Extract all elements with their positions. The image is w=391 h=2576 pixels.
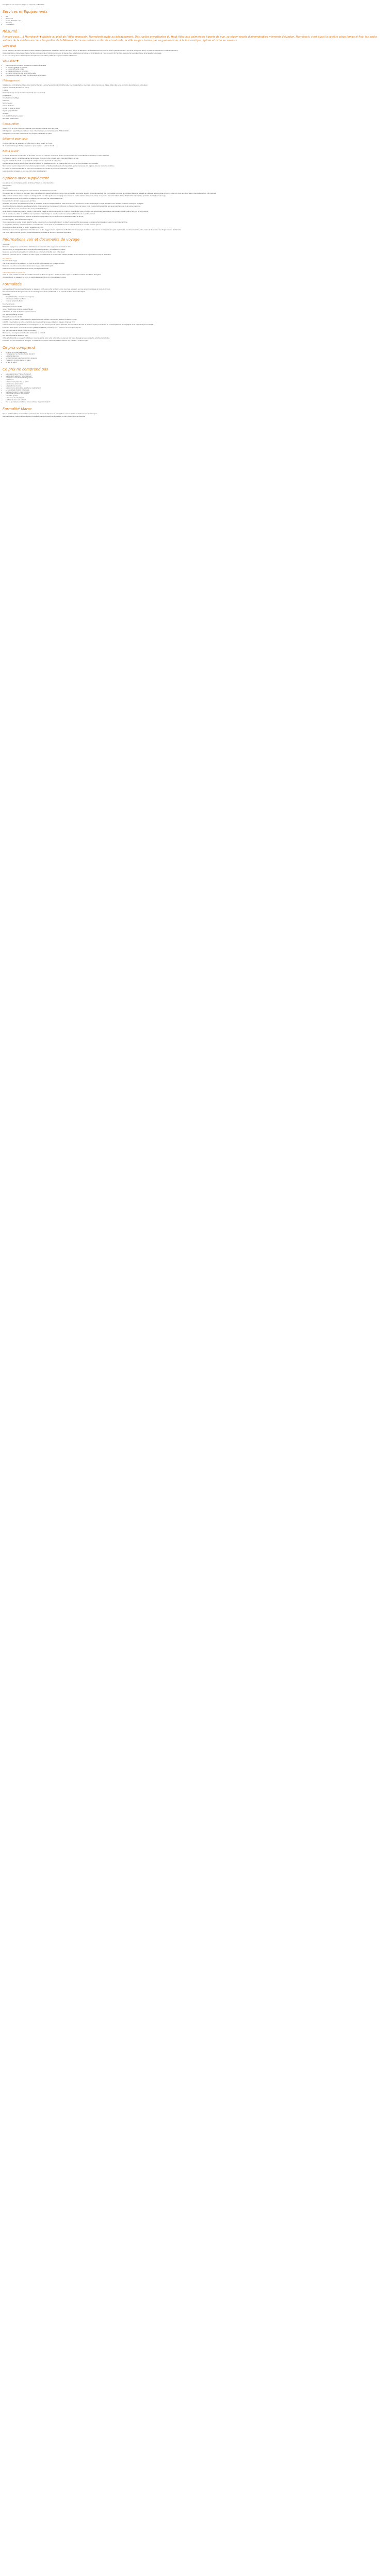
list-item: • Les excursions proposées en option (6, 381, 383, 383)
list-item: • La piscine à partager en plein air (6, 67, 383, 69)
list-item: • Les dépenses personnelles (6, 383, 383, 385)
paragraph: Pour les ressortissants belges, suisses et canadiens : (3, 329, 37, 331)
paragraph: Capacité maximale (lits bébé non inclus) : (3, 87, 30, 89)
paragraph: Ces options vous sont proposées dans la rubrique "Dates" de votre réservation : (3, 182, 55, 184)
list-item: • Tout ce qui n'est pas mentionné dans la rubrique "Ce prix comprend" (6, 401, 383, 403)
list-item: • Le quartier très animé et la proximité des sites (6, 73, 383, 75)
paragraph: Formalités d'autorisation de sortie du territoire (CERFA n°15646*01) à télécharger ici : Formulaire d'autorisation de sortie (3, 327, 81, 329)
list-item: • Le supplément chambre individuelle (6, 389, 383, 392)
aimer-list (3, 65, 383, 77)
paragraph: Séjour le vendredi et samedi : un supplément est à prévoir selon la période de votre séjour. (3, 160, 62, 162)
resto-title: Restauration (3, 123, 20, 126)
paragraph: 1 Adulte (3, 89, 8, 91)
paragraph: Les repas non inclus dans votre formule sont à régler directement sur place. (3, 133, 52, 135)
includes-list (3, 352, 383, 364)
intro-line: Description Ce prix comprend / Ce prix ne comprend pas Formalités (3, 4, 45, 6)
list-item: • La cuisine raffinée et variée (6, 69, 383, 71)
paragraph: Passeport en cours de validité (3, 306, 22, 308)
paragraph: Dans une ambiance chaleureuse, chaque chambre propose un décor traditionnel marocain et dispose d'une salle de bains privative, de la climatisation et d'une connexion Wi-Fi gratuite. Vous pourrez vous détendre sur la terrasse bien aménagée. (3, 52, 162, 54)
list-item: • Les activités sportives et culturelles (6, 393, 383, 395)
paragraph: Petit déjeuner - le petit-déjeuner est servi dans votre chambre ou sur la terrasse entre 7h30 et 10h30. (3, 130, 69, 132)
paragraph: Coffre-fort (3, 100, 9, 102)
paragraph: Carte d'identité (pour certains cas spécifiques) (3, 309, 33, 311)
paragraph: Documents requis : (3, 303, 15, 305)
list-item: • Les repas non mentionnés au programme (6, 377, 383, 379)
link-item[interactable]: • Ambassade du Maroc en France (6, 298, 383, 300)
paragraph: Configuration des lits : le riad dispose de chambres avec lit double ou lits jumeaux, selon disponibilité à votre arrivée. (3, 157, 79, 159)
paragraph: Important : (3, 243, 10, 245)
list-item: • Les visites guidées (6, 395, 383, 397)
list-item: • Les frais de visa le cas échéant (6, 399, 383, 401)
paragraph: Avant de partir, veuillez consulter les conditions d'entrée au Maroc en vigueur à la date de votre voyage sur le site du ministère des Affaires étrangères. (3, 274, 102, 276)
paragraph: Les ressortissants d'autres nationalités sont invités à se renseigner auprès de l'ambassade du Maroc de leur pays de résidence. (3, 415, 86, 417)
paragraph: Pour les ressortissants français : (3, 314, 24, 316)
paragraph: Autorisation de sortie du territoire pour les mineurs (3, 311, 36, 313)
paragraph: Vous profiterez de temps libre pour déjeuner de poissons frais grillés sur le port et découvrir les ateliers d'artisans de la ville. (3, 216, 84, 218)
list-item: • Les assurances (annulation, assistance, rapatriement) (6, 387, 383, 389)
list-item: • Sauna - Hammam - Spa (6, 20, 383, 22)
paragraph: 30 minutes de massage offertes par personne pour un séjour à partir de 3 nuits (3, 145, 55, 147)
list-item: • Television (6, 22, 383, 24)
paragraph: Pour se rendre au Maroc, il convient que vous trouviez le moyen de disposer d'un passeport en cours de validité couvrant la durée de votre séjour. (3, 413, 97, 415)
paragraph: Les enfants mineurs doivent être munis de leur propre pièce d'identité. (3, 268, 49, 270)
paragraph: Equipements : (3, 94, 12, 96)
info-title: Informations voir et documents de voyage (3, 237, 80, 242)
includes-title: Ce prix comprend (3, 345, 35, 350)
paragraph: Nous vous recommandons de vérifier la validité de vos documents d'identité avant votre départ. (3, 251, 66, 253)
link-item[interactable]: • Consulat général du Maroc (6, 300, 383, 302)
list-item: • Les transferts aéroport / hôtel / aéroport (6, 376, 383, 378)
excludes-title: Ce prix ne comprend pas (3, 367, 48, 371)
page (0, 0, 386, 421)
paragraph: Départ : jusqu'à 12h00 (3, 110, 18, 112)
list-item: • Wifi (6, 16, 383, 18)
label: Informations liées au Covid-19 (3, 272, 25, 274)
list-item: • La vue panoramique sur la médina (6, 71, 383, 73)
paragraph: Excursion Ourika et Imlil : Les splendeurs de l'Atlas (3, 200, 36, 202)
paragraph: Installez-vous confortablement dans votre chambre Standard. Les touches de décoration traditionnelle vous transportent au cœur de la culture marocaine et chaque détail a été pensé pour votre bien-être durant votre séjour. (3, 84, 148, 86)
paragraph: Une carte d'identité ou un passeport en cours de validité est obligatoire pour voyager au Maroc. (3, 263, 65, 265)
aimer-title: Vous allez ♥ (3, 59, 19, 63)
paragraph: Votre aventure commence avec une prise en charge à votre riad. Votre guide vous accompagnera à travers les ruelles animées et les souks colorés. Vous pourrez découvrir l'artisanat local et les traditions ancestrales qui font le charme de la ville rouge. (3, 195, 166, 197)
paragraph: Le nombre de personnes inscrites au séjour doit correspondre au nombre de personnes présentes à l'arrivée. (3, 167, 73, 170)
paragraph: Plongez au cœur de l'histoire de Marrakech avec une visite guidée passionnante de la médina. Vous partirez à la découverte des sites emblématiques de la ville : la mosquée Koutoubia, les tombeaux Saadiens, le palais de la Bahia et la place Jemaa el-Fna. Un guide local vous racontera l'histoire fascinante de cette cité impériale. (3, 192, 216, 194)
paragraph: Un dîner offert dans le restaurant de l'hôtel pour un séjour à partir de 3 nuits (3, 142, 53, 144)
paragraph: Pour les ressortissants étrangers, merci de vous renseigner auprès de l'ambassade ou du consulat du Maroc avant votre départ. (3, 291, 86, 293)
paragraph: Lors de la route, vous ferez un arrêt dans une coopérative d'huile d'argan où vous découvrirez les secrets de fabrication de ce produit précieux. (3, 213, 96, 215)
services-title: Services et Equipements (3, 10, 47, 14)
label: Bon à savoir (3, 257, 12, 260)
paragraph: Ce riad vous plonge dans une atmosphère d'exception et vous invite à profiter d'un séjour inoubliable à Marrakech. (3, 55, 77, 57)
sur-place-title: Séjourné pour vous (3, 138, 28, 141)
paragraph: Vivez une expérience unique dans le désert d'Agafay, à seulement une heure de Marrakech. Ce désert de pierres offre des paysages lunaires spectaculaires avec vue sur les sommets de l'Atlas. (3, 221, 128, 223)
list-item: • Le dîner d'accueil le premier soir (hors boissons) (6, 358, 383, 360)
paragraph: Partez à la découverte des vallées verdoyantes du Haut Atlas et de leurs villages berbères. Cette excursion vous emmènera à travers des paysages à couper le souffle, entre cascades, rivières et montagnes enneigées. (3, 203, 144, 205)
paragraph: Pour les ressortissants des autres pays : (3, 334, 29, 336)
hotel-title: Votre Riad (3, 45, 16, 48)
paragraph: Excursion Essaouira : Une journée au cœur de la perle de l'Atlantique (3, 208, 47, 210)
list-item: • La taxe de séjour (6, 362, 383, 364)
excludes-list (3, 374, 383, 403)
paragraph: Arrivée et départ : (3, 105, 14, 107)
list-item: • Climatisation (6, 24, 383, 26)
paragraph: Les enfants mineurs voyageant seuls ou accompagnés d'un seul de leurs parents doivent présenter une autorisation de sortie du territoire signée par le titulaire de l'autorité parentale, accompagnée d'une copie de sa pièce d'identité. (3, 324, 154, 326)
list-item: • Les petits-déjeuners (6, 355, 383, 358)
list-item: • Les services de conciergerie (6, 397, 383, 399)
paragraph: Une pause thé à la menthe dans une famille berbère vous permettra de découvrir l'hospitalité marocaine. (3, 231, 71, 233)
paragraph: Nous vous informons que les conditions de votre voyage peuvent évoluer en fonction de la situation sanitaire et des restrictions en vigueur dans le pays de destination. (3, 253, 111, 256)
paragraph: Découverte du désert en quad ou buggy : sensations garanties (3, 226, 44, 228)
paragraph: Excursion Agafay : Entre désert et montagnes (3, 218, 32, 221)
list-item: • L'emplacement idéal pour partir à la découverte de Marrakech (6, 75, 383, 77)
paragraph: L'expérience se termine par un moment de détente autour d'un thé à la menthe traditionnel. (3, 198, 63, 200)
resume-tagline: Rendez-vous... à Marrakech ♥ Nichée au pied de l'Atlas marocain, Marrakech invite au dépaysement. Des ruelles envoûtantes du Haut Atlas aux palmeraies à perte de vue, sa région recèle d'innombrables moments d'évasion. Marrakech, c'est aussi la célèbre place Jemaa el-Fna, les souks animés de la médina au cœur les jardins de la Ménara. Entre ses trésors culturels et naturels, la ville rouge charme par sa gastronomie, à la fois rustique, épicée et riche en saveurs (3, 36, 377, 42)
paragraph: Vous rencontrerez les habitants des villages berbères et découvrirez leur mode de vie traditionnel. Un déjeuner dans une maison locale vous permettra de goûter aux saveurs authentiques de la cuisine marocaine. (3, 206, 141, 208)
paragraph: Venez découvrir Essaouira, ancienne Mogador, ville fortifiée classée au patrimoine mondial de l'UNESCO. Vous flânerez dans sa médina aux maisons blanches et bleues, ses remparts face à l'océan et son port de pêche animé. (3, 211, 149, 213)
paragraph: Demi-pension (3, 184, 12, 187)
paragraph: Découverte Marrakech en demi-journée : Une immersion dans les trésors de la ville (3, 190, 57, 192)
paragraph: Documents de voyage : (3, 260, 18, 262)
paragraph: Possibilité de séjourner en chambre individuelle avec supplément (3, 92, 45, 94)
paragraph: Sites utiles : (3, 294, 11, 296)
bien-title: Bon à savoir (3, 149, 19, 153)
list-item: • Les taxes de séjour à régler sur place (6, 392, 383, 394)
paragraph: Partez pour une aventure palpitante au volant d'un quad ou d'un buggy à travers la palmeraie de Marrakech et les paysages désertiques des environs. Accompagné d'un guide expérimenté, vous traverserez des pistes variées et découvrirez des villages berbères traditionnels. (3, 229, 182, 231)
heb-title: Hébergement (3, 79, 21, 82)
link-item[interactable]: • France Diplomatie - Conseils aux voyageurs (6, 296, 383, 298)
paragraph: Le Riad Dar Kimoa et le Riad Marrakech (ou Riad Saint-Tropez) à Marrakech. Idéalement situé au cœur de la médina de Marrakech, ces établissements sont tous les deux à quelques minutes à pied de la place Jemaa el-Fna, du palais de la Bahia et du musée de Marrakech. (3, 49, 178, 52)
list-item: • Restaurant (6, 18, 383, 20)
list-item: • L'hébergement en chambre double standard (6, 353, 383, 355)
paragraph: Vous devez avoir un passeport en cours de validité valable au minimum 6 mois après votre retour. (3, 277, 67, 279)
paragraph: 123, Derb El Hammam Laksour (3, 115, 23, 117)
paragraph: Arrivée : à partir de 14h00 (3, 108, 20, 110)
paragraph: Les frais de taxe de séjour sont à régler directement auprès de l'établissement lors de votre arrivée. Les enfants de moins de 12 ans sont exonérés. (3, 162, 99, 164)
paragraph: Transfert (3, 187, 9, 189)
paragraph: Formalités pour les ressortissants étrangers : la validité de vos papiers d'identité doit être conforme aux autorités à l'entrée du pays. (3, 340, 89, 342)
paragraph: Climatisation / chauffage (3, 97, 19, 99)
list-item: • Les conditions d'annulation flexibles et une flexibilité de dates (6, 65, 383, 67)
services-list (3, 16, 383, 26)
paragraph: Les animaux de compagnie ne sont pas admis dans l'établissement. (3, 170, 47, 172)
formalites-title: Formalité Maroc (3, 406, 32, 411)
paragraph: Merci de bien vouloir indiquer votre heure d'arrivée approximative à l'établissement avant votre départ afin que l'accueil puisse être organisé dans les meilleures conditions. (3, 165, 115, 167)
list-item: • Les vols aller-retour France / Marrakech (6, 374, 383, 376)
paragraph: Dans le cadre de votre offre, nous installons la formule petit-déjeuner (servi sur place) : (3, 128, 59, 130)
paragraph: Marrakech 40000, Maroc (3, 118, 19, 120)
paragraph: Les ressortissants français doivent présenter un passeport valide pour entrer au Maroc. Aucun visa n'est nécessaire pour les séjours touristiques de moins de 90 jours. (3, 289, 111, 291)
options-title: Options avec supplément (3, 176, 49, 180)
list-item: • Le séjour de 3 nuits à Marrakech (6, 352, 383, 354)
paragraph: Le riad est idéalement situé au cœur de la médina, non loin de nombreux monuments et sites incontournables tout en bénéficiant d'une ambiance calme et paisible. (3, 155, 110, 157)
links-list (3, 296, 383, 302)
paragraph: Passeport en cours de validité (3, 316, 22, 318)
list-item: • L'assistance de notre équipe sur place (6, 360, 383, 362)
paragraph: Sèche-cheveux (3, 103, 13, 105)
paragraph: A NOTER : l'autorisation de sortie du territoire des mineurs est de nouveau obligatoire depuis le 15 janvier 2017. (3, 321, 76, 324)
paragraph: Adresse : (3, 113, 9, 115)
paragraph: Votre carte d'identité ou passeport doit être en cours de validité. Selon votre nationalité, un visa peut être exigé. Renseignez-vous auprès des autorités compétentes. (3, 337, 110, 339)
list-item: • Les pourboires et extras (6, 385, 383, 387)
paragraph: Nous nous engageons à vous fournir les informations nécessaires à votre voyage dans les meilleurs délais. (3, 246, 72, 248)
list-item: • Les boissons (6, 379, 383, 381)
paragraph: Nous vous conseillons de souscrire une assurance voyage avant votre départ. (3, 265, 53, 267)
paragraph: Formalités pour un adulte : la validité de vos papiers d'identité doit être conforme aux autorités à l'entrée du pays. (3, 319, 77, 321)
paragraph: Au programme : balade à dos de dromadaire, coucher de soleil sur les dunes et dîner traditionnel sous une tente berbère au son de la musique gnaoua. (3, 224, 101, 226)
paragraph: Vos documents de voyage vous seront envoyés par email au plus tard 7 jours avant votre départ. (3, 248, 66, 250)
paragraph: Merci de vous renseigner auprès de votre ambassade ou consulat. (3, 332, 46, 334)
resume-title: Résumé (3, 29, 18, 34)
formal-title: Formalités (3, 282, 22, 287)
